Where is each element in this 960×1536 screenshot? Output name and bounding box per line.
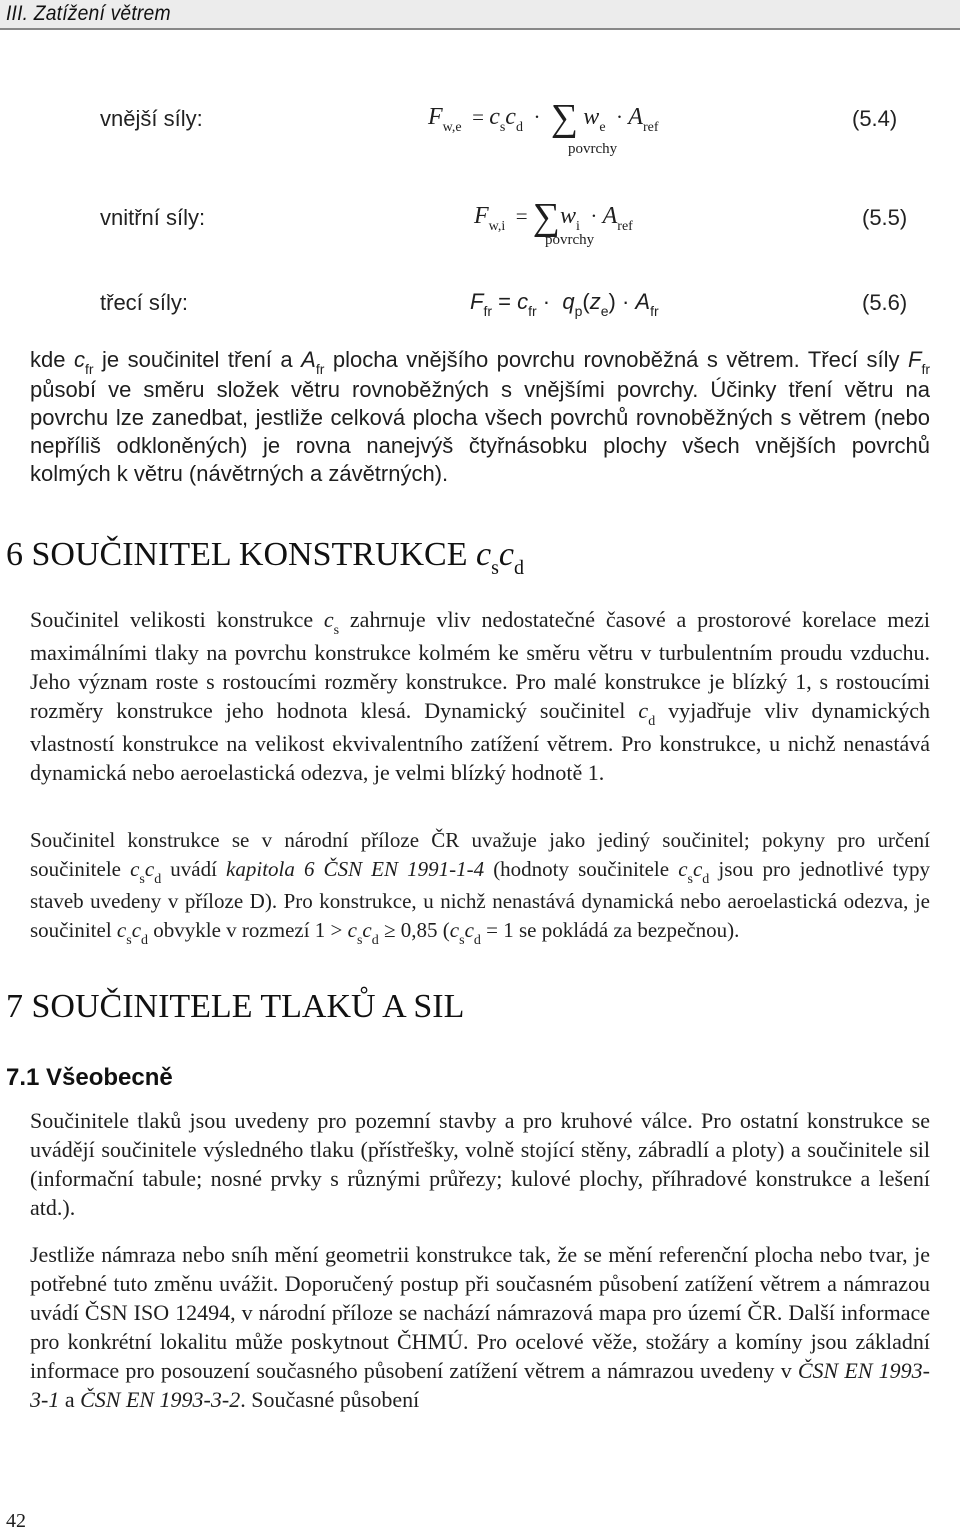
text: obvykle v rozmezí 1 > [148,917,348,942]
text: Součinitel konstrukce se v národní příloze ČR uvažuje jako jediný součinitel; pokyny pro určení součinitele [30,828,930,881]
paragraph-pressure-coefficients: Součinitele tlaků jsou uvedeny pro pozemní stavby a pro kruhové válce. Pro ostatní konstrukce se uvádějí součinitele výsledného tlaku (přístřešky, volně stojící stěny, zábradlí a ploty) a součinitele sil (informační tabule; nosné prvky s různými průřezy; kulové plochy, příhradové konstrukce a lešení atd.). [30,1108,930,1220]
heading-text: 6 SOUČINITEL KONSTRUKCE [6,536,477,573]
text: je součinitel tření a [93,347,302,372]
text: jsou pro jednotlivé typy staveb uvedeny v příloze D). Pro konstrukce, u nichž nenastává dynamická nebo aeroelastická odezva, je součinitel [30,856,930,942]
sum-subscript: povrchy [568,141,618,157]
page-number: 42 [6,1510,26,1532]
equation-label-friction: třecí síly: [100,290,189,315]
paragraph-friction: kde $c_{fr}$ je součinitel tření a $A_{fr}$ plocha vnějšího povrchu rovnoběžná s větrem. Třecí síly $F_{fr}$ působí ve směru složek větru rovnoběžných s vnějšími povrchy. Účinky tření větru na povrchu lze zanedbat, jestliže celková plocha všech povrchů rovnoběžných s větrem (nebo nepříliš odkloněných) je rovna nanejvýš čtyřnásobku plochy všech vnějších povrchů kolmých k větru (návětrných a závětrných). [30,347,930,486]
text: Součinitel velikosti konstrukce [30,607,324,632]
text: uvádí [161,856,227,881]
text: zahrnuje vliv nedostatečné časové a prostorové korelace mezi maximálními tlaky na povrchu konstrukce kolmém ke směru větru v turbulentním proudu vzduchu. Jeho význam roste s rostoucími rozměry konstrukce. Pro malé konstrukce je blízký 1, s rostoucími rozměry konstrukce jeho hodnota klesá. Dynamický součinitel [30,607,930,723]
standard-reference: ČSN EN 1993-3-1 [30,1358,930,1412]
equation-5-6: $F_{fr} = c_{fr} \cdot q_p(z_e) \cdot A_{fr}$ [470,289,659,319]
text: a [59,1387,81,1412]
running-header [0,0,960,28]
standard-reference: kapitola 6 ČSN EN 1991-1-4 [226,856,485,881]
section-7-heading: 7 SOUČINITELE TLAKŮ A SIL [6,988,465,1025]
equation-number: (5.6) [862,290,908,315]
text: = 1 se pokládá za bezpečnou). [480,917,740,942]
text: kde [30,347,74,372]
equation-number: (5.5) [862,205,908,230]
section-6-heading: 6 SOUČINITEL KONSTRUKCE $c_sc_d$ [6,536,524,579]
text: Jestliže námraza nebo sníh mění geometrii konstrukce tak, že se mění referenční plocha nebo tvar, je potřebné tuto změnu uvážit. Doporučený postup při současném působení zatížení větrem a námrazou uvádí ČSN ISO 12494, v národní příloze se nachází námrazová mapa pro území ČR. Další informace pro konkrétní lokalitu může poskytnout ČHMÚ. Pro ocelové věže, stožáry a komíny jsou základní informace pro posouzení současného působení zatížení větrem a námrazou uvedeny v [30,1242,930,1383]
paragraph-icing [30,1240,930,1414]
section-7-1-heading: 7.1 Všeobecně [6,1064,173,1091]
text: vyjadřuje vliv dynamických vlastností konstrukce na velikost ekvivalentního zatížení větrem. Pro konstrukce, u nichž nenastává dynamická nebo aeroelastická odezva, je velmi blízký hodnotě 1. [30,698,930,785]
standard-reference: ČSN EN 1993-3-2 [80,1387,241,1412]
equation-label-external: vnější síly: [100,106,203,131]
paragraph-structural-factor: Součinitel konstrukce se v národní příloze ČR uvažuje jako jediný součinitel; pokyny pro určení součinitele $c_sc_d$ uvádí kapitola 6 ČSN EN 1991-1-4 (hodnoty součinitele $c_sc_d$ jsou pro jednotlivé typy staveb uvedeny v příloze D). Pro konstrukce, u nichž nenastává dynamická nebo aeroelastická odezva, je součinitel $c_sc_d$ obvykle v rozmezí $1 > c_sc_d \ge 0,85$ ($c_sc_d = 1$ se pokládá za bezpečnou). [30,828,930,948]
header-rule [0,28,960,30]
equation-number: (5.4) [852,106,898,131]
chapter-title: III. Zatížení větrem [6,2,171,25]
text: . Současné působení [240,1387,420,1412]
equation-label-internal: vnitřní síly: [100,205,206,230]
paragraph-size-factor: Součinitel velikosti konstrukce $c_s$ zahrnuje vliv nedostatečné časové a prostorové korelace mezi maximálními tlaky na povrchu konstrukce kolmém ke směru větru v turbulentním proudu vzduchu. Jeho význam roste s rostoucími rozměry konstrukce. Pro malé konstrukce je blízký 1, s rostoucími rozměry konstrukce jeho hodnota klesá. Dynamický součinitel $c_d$ vyjadřuje vliv dynamických vlastností konstrukce na velikost ekvivalentního zatížení větrem. Pro konstrukce, u nichž nenastává dynamická nebo aeroelastická odezva, je velmi blízký hodnotě 1. [30,607,930,785]
text: plocha vnějšího povrchu rovnoběžná s větrem. Třecí síly [324,347,908,372]
equation-5-5: $F_{w,i} = \sum w_i \cdot A_{ref}$ [474,196,633,238]
text: (hodnoty součinitele [484,856,679,881]
text: působí ve směru složek větru rovnoběžných s vnějšími povrchy. Účinky tření větru na povrchu lze zanedbat, jestliže celková plocha všech povrchů rovnoběžných s větrem (nebo nepříliš odkloněných) je rovna nanejvýš čtyřnásobku plochy všech vnějších povrchů kolmých k větru (návětrných a závětrných). [30,377,930,486]
sum-subscript: povrchy [545,232,595,248]
text: ≥ 0,85 ( [378,917,450,942]
equation-5-4: $F_{w,e} = c_sc_d$ · ∑ $w_e \cdot A_{ref}$ [428,97,659,139]
